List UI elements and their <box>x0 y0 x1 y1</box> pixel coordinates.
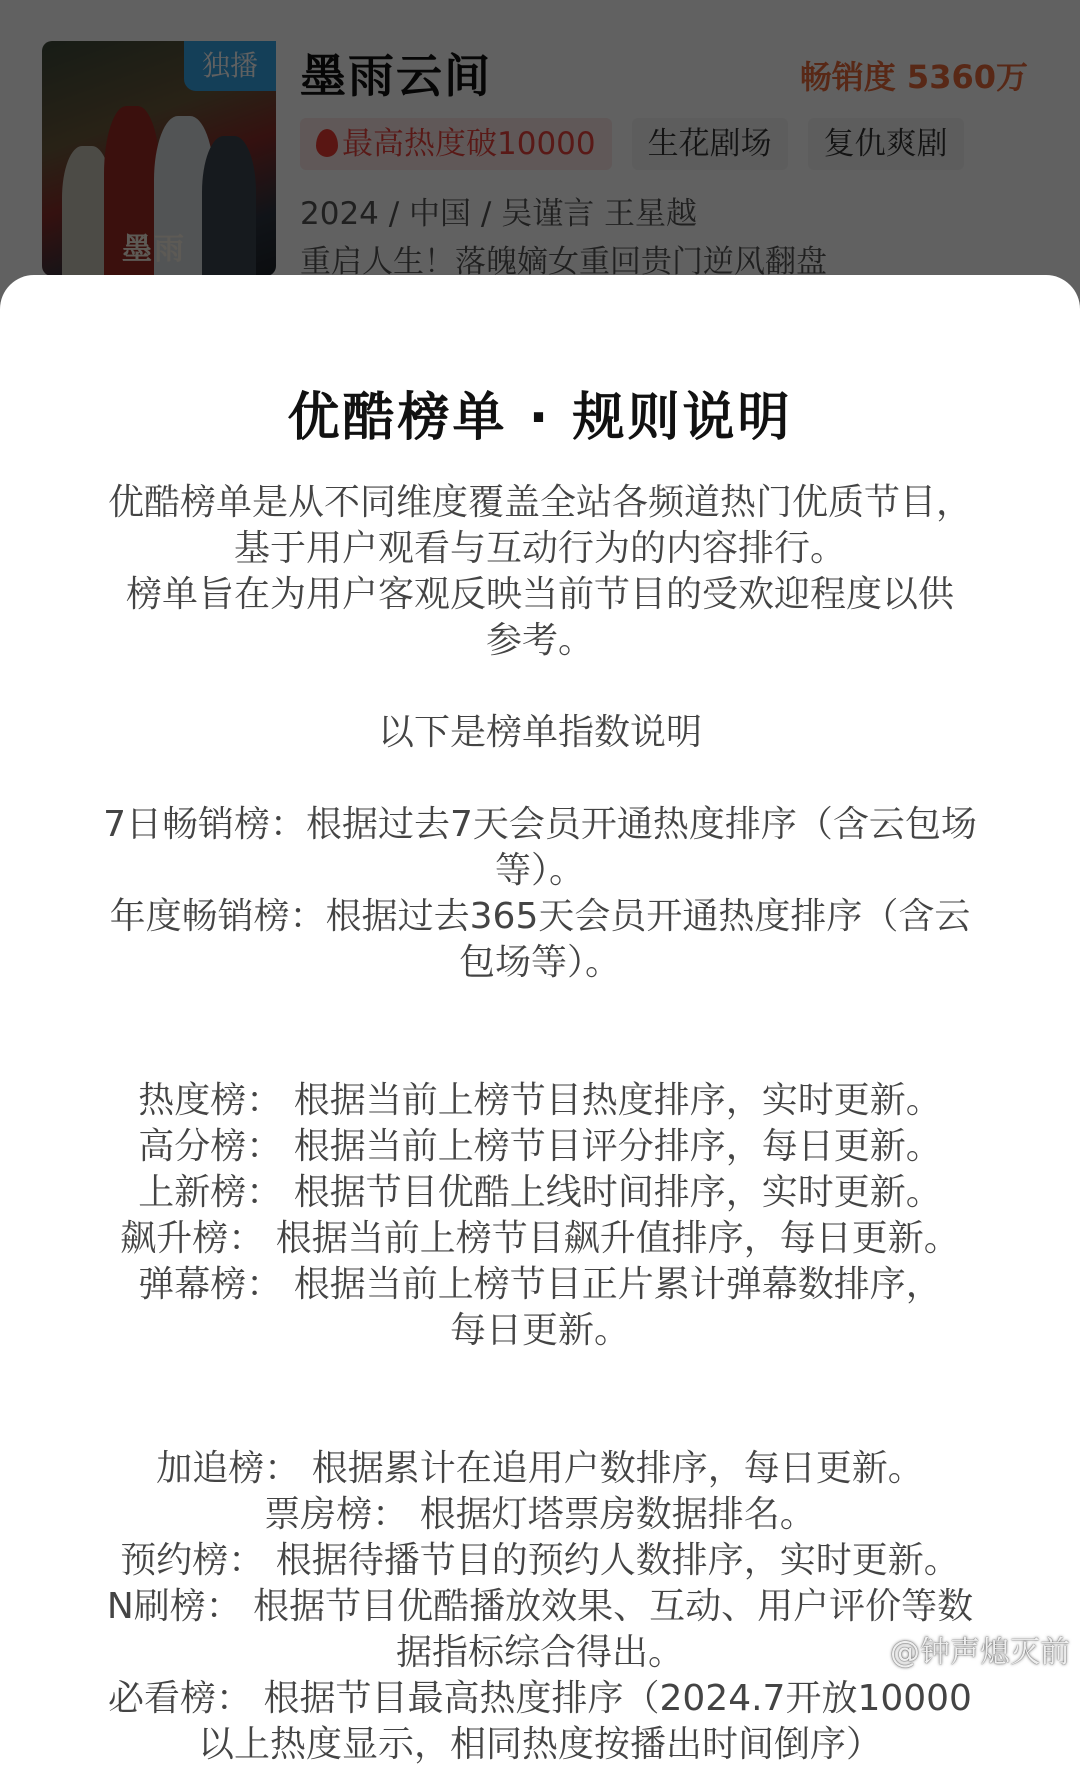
sales-rule-line: 等）。 <box>494 850 585 891</box>
other-rule-line: 加追榜： 根据累计在追用户数排序，每日更新。 <box>156 1448 924 1489</box>
spacer <box>60 1400 1020 1446</box>
weibo-watermark <box>850 1627 1070 1671</box>
intro-line: 榜单旨在为用户客观反映当前节目的受欢迎程度以供 <box>125 574 954 615</box>
spacer <box>60 664 1020 710</box>
other-rule-line: 据指标综合得出。 <box>395 1632 684 1673</box>
index-heading: 以下是榜单指数说明 <box>377 712 702 753</box>
sales-rule-line: 年度畅销榜：根据过去365天会员开通热度排序（含云 <box>109 896 971 937</box>
ranking-rule-line: 上新榜： 根据节目优酷上线时间排序，实时更新。 <box>138 1172 942 1213</box>
intro-line: 基于用户观看与互动行为的内容排行。 <box>233 528 846 569</box>
weibo-icon <box>850 1636 886 1666</box>
rules-sheet <box>0 275 1080 1765</box>
sales-rule-line: 包场等）。 <box>458 942 621 983</box>
rules-body <box>60 480 1020 1768</box>
other-rule-line: N刷榜： 根据节目优酷播放效果、互动、用户评价等数 <box>106 1586 974 1627</box>
ranking-rule-line: 高分榜： 根据当前上榜节目评分排序，每日更新。 <box>138 1126 942 1167</box>
ranking-rule-line: 热度榜： 根据当前上榜节目热度排序，实时更新。 <box>138 1080 942 1121</box>
intro-line: 参考。 <box>485 620 594 661</box>
other-rule-line: 必看榜： 根据节目最高热度排序（2024.7开放10000 <box>108 1678 972 1719</box>
other-rule-line: 票房榜： 根据灯塔票房数据排名。 <box>264 1494 816 1535</box>
rules-title: 优酷榜单 · 规则说明 <box>287 388 793 448</box>
other-rule-line: 以上热度显示，相同热度按播出时间倒序） <box>197 1724 882 1765</box>
ranking-rule-line: 每日更新。 <box>449 1310 630 1351</box>
ranking-rule-line: 弹幕榜： 根据当前上榜节目正片累计弹幕数排序， <box>138 1264 942 1305</box>
spacer <box>60 756 1020 802</box>
intro-line: 优酷榜单是从不同维度覆盖全站各频道热门优质节目， <box>107 482 972 523</box>
spacer <box>60 1354 1020 1400</box>
spacer <box>60 1032 1020 1078</box>
sales-rule-line: 7日畅销榜：根据过去7天会员开通热度排序（含云包场 <box>103 804 977 845</box>
watermark-text: @钟声熄灭前 <box>890 1635 1070 1670</box>
ranking-rule-line: 飙升榜： 根据当前上榜节目飙升值排序，每日更新。 <box>120 1218 960 1259</box>
spacer <box>60 986 1020 1032</box>
other-rule-line: 预约榜： 根据待播节目的预约人数排序，实时更新。 <box>120 1540 960 1581</box>
